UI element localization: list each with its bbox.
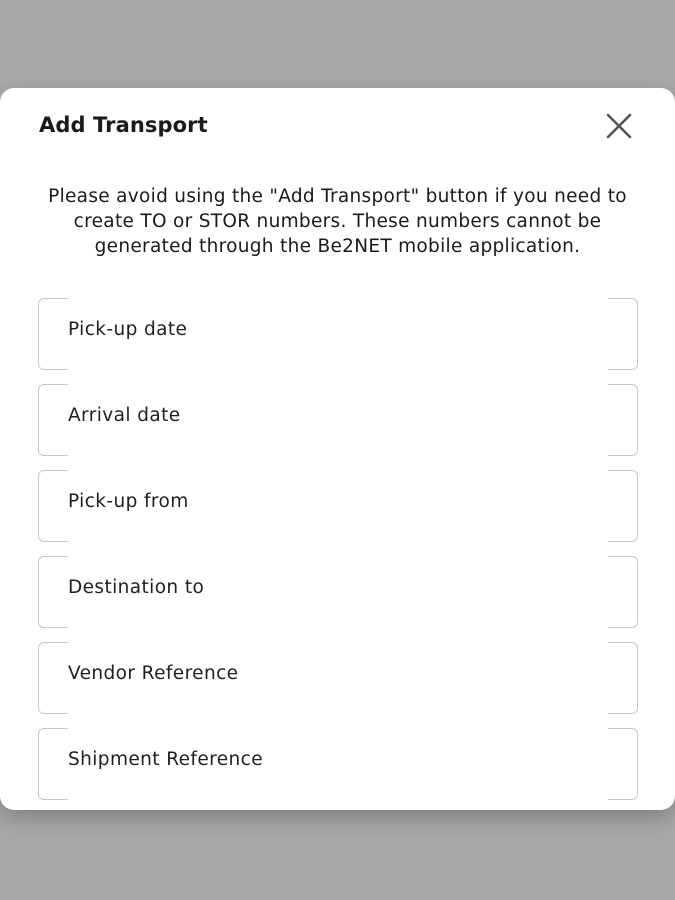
field-border-left [38, 728, 68, 800]
field-border-right [608, 298, 638, 370]
close-icon [603, 110, 635, 142]
field-label: Shipment Reference [68, 749, 263, 770]
arrival-date-field[interactable] [38, 384, 638, 456]
add-transport-dialog [0, 88, 675, 810]
pickup-from-field[interactable] [38, 470, 638, 542]
field-label: Destination to [68, 577, 205, 598]
field-label: Vendor Reference [68, 663, 239, 684]
close-button[interactable] [603, 110, 635, 142]
field-border-left [38, 556, 68, 628]
field-border-right [608, 642, 638, 714]
destination-to-field[interactable] [38, 556, 638, 628]
pickup-date-field[interactable] [38, 298, 638, 370]
field-border-left [38, 384, 68, 456]
notice-text: Please avoid using the "Add Transport" button if you need to create TO or STOR numbers. These numbers cannot be generated through the Be2NET mobile application. [48, 186, 627, 257]
field-border-left [38, 642, 68, 714]
field-border-left [38, 298, 68, 370]
field-border-right [608, 728, 638, 800]
field-border-right [608, 384, 638, 456]
field-border-right [608, 470, 638, 542]
field-label: Pick-up date [68, 319, 188, 340]
dialog-title: Add Transport [39, 113, 208, 137]
field-label: Pick-up from [68, 491, 189, 512]
shipment-reference-field[interactable] [38, 728, 638, 800]
field-border-left [38, 470, 68, 542]
field-border-right [608, 556, 638, 628]
vendor-reference-field[interactable] [38, 642, 638, 714]
field-label: Arrival date [68, 405, 181, 426]
